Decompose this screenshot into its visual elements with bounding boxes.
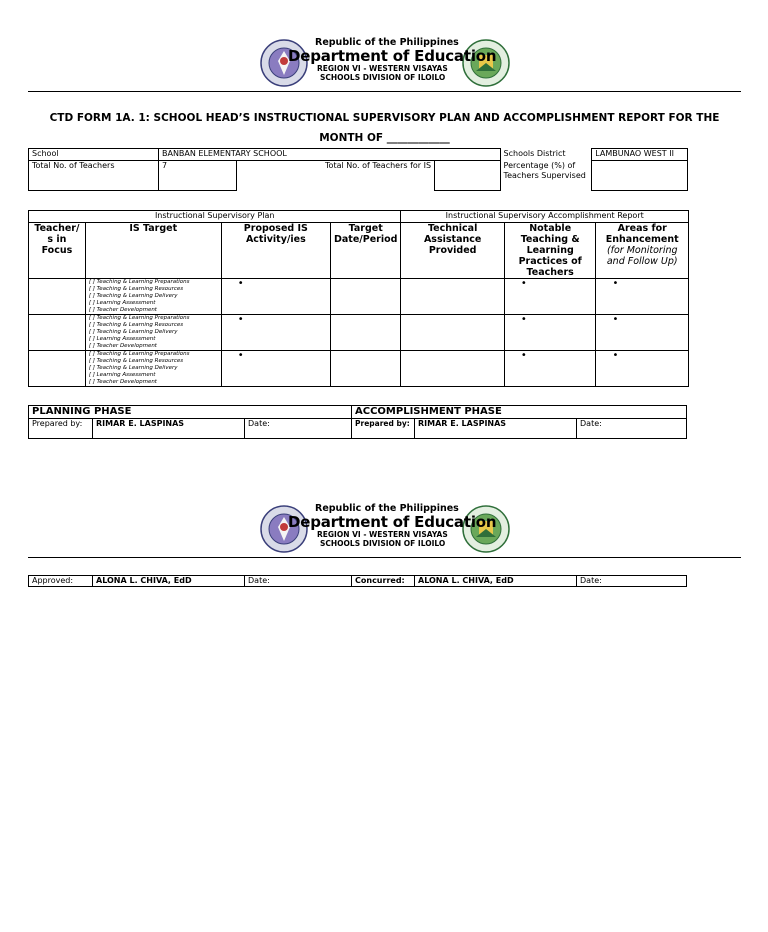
phase-table [28, 405, 687, 439]
col-teacher-focus: Teacher/ s in Focus [29, 223, 86, 279]
percentage-label: Percentage (%) of Teachers Supervised [503, 160, 586, 180]
col-areas-enhancement [596, 223, 689, 279]
assistance-cell [401, 279, 504, 315]
table-row [29, 315, 689, 351]
plan-group-header: Instructional Supervisory Plan [29, 211, 401, 223]
notable-bullet: • [504, 351, 596, 387]
areas-bullet: • [596, 279, 689, 315]
target-preparations[interactable]: [ ] Teaching & Learning Preparations [88, 279, 190, 285]
target-preparations[interactable]: [ ] Teaching & Learning Preparations [88, 315, 190, 321]
areas-note: (for Monitoring and Follow Up) [606, 245, 678, 267]
concurred-date-label: Date: [577, 576, 687, 587]
areas-heading: Areas for Enhancement [605, 223, 679, 245]
district-label: Schools District [500, 149, 592, 161]
activity-bullet: • [221, 279, 330, 315]
is-teachers-label: Total No. of Teachers for IS [236, 161, 435, 191]
target-resources[interactable]: [ ] Teaching & Learning Resources [88, 286, 184, 292]
division-line: SCHOOLS DIVISION OF ILOILO [320, 539, 446, 548]
planning-date-label: Date: [245, 419, 352, 439]
approved-name: ALONA L. CHIVA, EdD [93, 576, 245, 587]
prepared-by-name: RIMAR E. LASPINAS [93, 419, 245, 439]
col-proposed-activity: Proposed IS Activity/ies [221, 223, 330, 279]
target-preparations[interactable]: [ ] Teaching & Learning Preparations [88, 351, 190, 357]
concurred-label: Concurred: [352, 576, 415, 587]
region-line: REGION VI - WESTERN VISAYAS [317, 64, 448, 73]
date-cell [331, 351, 401, 387]
accomplishment-phase-heading: ACCOMPLISHMENT PHASE [352, 406, 687, 419]
focus-cell [29, 351, 86, 387]
col-target-date: Target Date/Period [331, 223, 401, 279]
target-assessment[interactable]: [ ] Learning Assessment [88, 300, 156, 306]
target-assessment[interactable]: [ ] Learning Assessment [88, 372, 156, 378]
date-cell [331, 279, 401, 315]
table-row [29, 279, 689, 315]
republic-line: Republic of the Philippines [315, 37, 459, 48]
planning-phase-heading: PLANNING PHASE [29, 406, 352, 419]
teachers-value: 7 [158, 161, 236, 191]
target-development[interactable]: [ ] Teacher Development [88, 379, 157, 385]
header-divider [28, 557, 741, 558]
target-resources[interactable]: [ ] Teaching & Learning Resources [88, 358, 184, 364]
target-assessment[interactable]: [ ] Learning Assessment [88, 336, 156, 342]
assistance-cell [401, 351, 504, 387]
approved-label: Approved: [29, 576, 93, 587]
district-value: LAMBUNAO WEST II [592, 149, 688, 161]
target-delivery[interactable]: [ ] Teaching & Learning Delivery [88, 365, 178, 371]
target-checklist [85, 351, 221, 387]
activity-bullet: • [221, 315, 330, 351]
department-name: Department of Education [288, 47, 497, 65]
notable-bullet: • [504, 315, 596, 351]
approved-date-label: Date: [245, 576, 352, 587]
target-resources[interactable]: [ ] Teaching & Learning Resources [88, 322, 184, 328]
percentage-value [592, 161, 688, 191]
accomplishment-prepared-by-label: Prepared by: [352, 419, 415, 439]
target-development[interactable]: [ ] Teacher Development [88, 343, 157, 349]
region-line: REGION VI - WESTERN VISAYAS [317, 530, 448, 539]
report-group-header: Instructional Supervisory Accomplishment Report [401, 211, 689, 223]
col-notable-practices: Notable Teaching & Learning Practices of Teachers [504, 223, 596, 279]
target-development[interactable]: [ ] Teacher Development [88, 307, 157, 313]
school-value: BANBAN ELEMENTARY SCHOOL [158, 149, 500, 161]
republic-line: Republic of the Philippines [315, 503, 459, 514]
notable-bullet: • [504, 279, 596, 315]
teachers-label: Total No. of Teachers [29, 161, 159, 191]
department-name: Department of Education [288, 513, 497, 531]
prepared-by-label: Prepared by: [29, 419, 93, 439]
focus-cell [29, 279, 86, 315]
table-row [29, 351, 689, 387]
target-checklist [85, 315, 221, 351]
target-delivery[interactable]: [ ] Teaching & Learning Delivery [88, 329, 178, 335]
assistance-cell [401, 315, 504, 351]
target-checklist [85, 279, 221, 315]
approval-table [28, 575, 687, 587]
col-technical-assistance: Technical Assistance Provided [401, 223, 504, 279]
activity-bullet: • [221, 351, 330, 387]
accomplishment-prepared-name: RIMAR E. LASPINAS [415, 419, 577, 439]
supervisory-plan-table [28, 210, 689, 387]
form-title-line2: MONTH OF ____________ [319, 132, 450, 144]
date-cell [331, 315, 401, 351]
accomplishment-date-label: Date: [577, 419, 687, 439]
form-title-line1: CTD FORM 1A. 1: SCHOOL HEAD’S INSTRUCTIONAL SUPERVISORY PLAN AND ACCOMPLISHMENT REPORT FOR THE [49, 112, 720, 124]
school-label: School [29, 149, 159, 161]
school-info-table [28, 148, 688, 191]
focus-cell [29, 315, 86, 351]
form-title [28, 108, 741, 148]
target-delivery[interactable]: [ ] Teaching & Learning Delivery [88, 293, 178, 299]
division-line: SCHOOLS DIVISION OF ILOILO [320, 73, 446, 82]
areas-bullet: • [596, 315, 689, 351]
concurred-name: ALONA L. CHIVA, EdD [415, 576, 577, 587]
areas-bullet: • [596, 351, 689, 387]
col-is-target: IS Target [85, 223, 221, 279]
header-divider [28, 91, 741, 92]
is-teachers-value [435, 161, 500, 191]
